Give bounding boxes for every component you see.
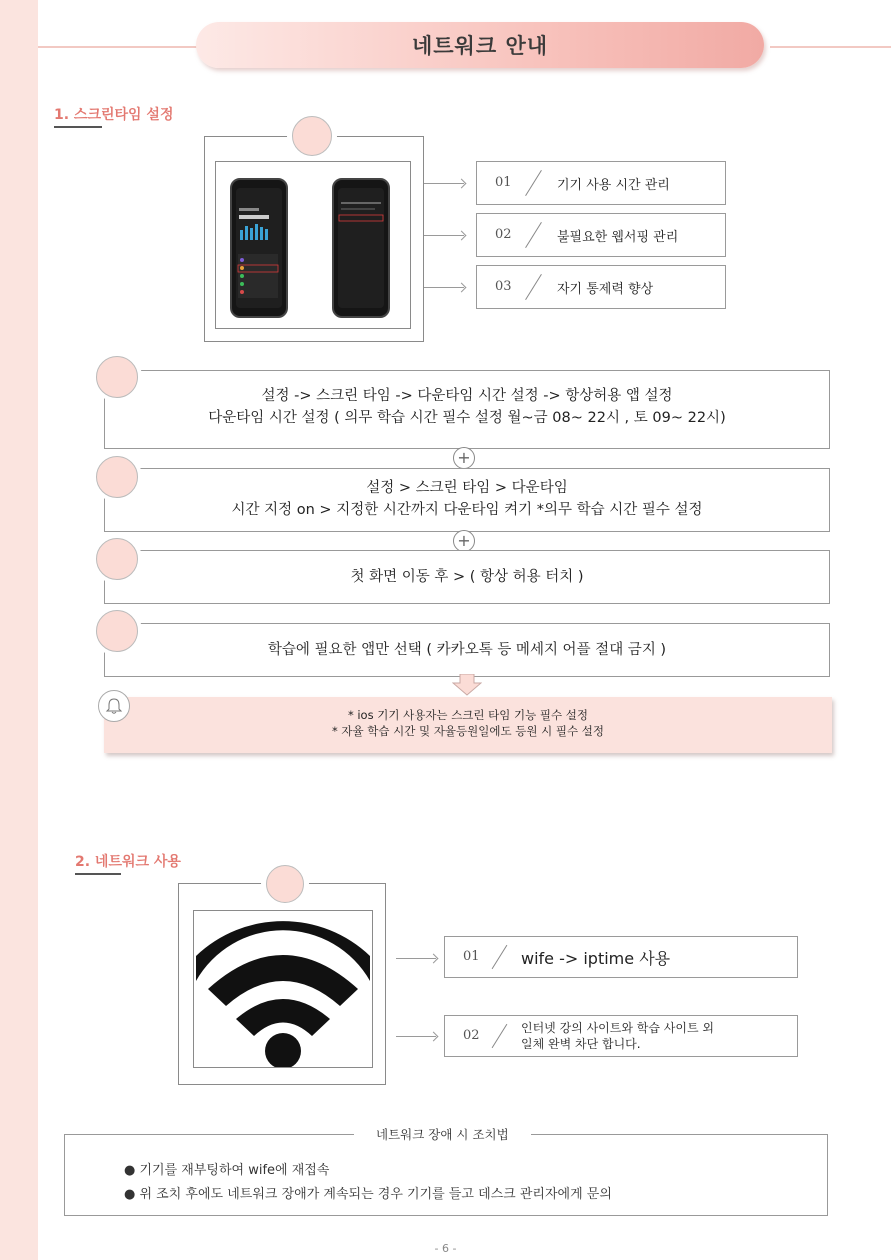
item-label: 불필요한 웹서핑 관리 xyxy=(557,230,679,245)
network-item-2 xyxy=(444,1015,798,1057)
screentime-item-3 xyxy=(476,265,726,309)
section1-heading-underline xyxy=(54,126,102,128)
note-line-2: * 자율 학습 시간 및 자율등원일에도 등원 시 필수 설정 xyxy=(332,724,604,738)
troubleshooting-bullet-2: ● 위 조치 후에도 네트워크 장애가 계속되는 경우 기기를 들고 데스크 관리자에게 문의 xyxy=(124,1187,612,1202)
plus-icon: + xyxy=(453,447,475,469)
step-2-line-1: 설정 > 스크린 타임 > 다운타임 xyxy=(366,480,568,496)
connector-arrow-3 xyxy=(424,287,464,288)
step-2-line-2: 시간 지정 on > 지정한 시간까지 다운타임 켜기 *의무 학습 시간 필수 설정 xyxy=(231,502,703,518)
bell-icon xyxy=(98,690,130,722)
step-1-line-1: 설정 -> 스크린 타임 -> 다운타임 시간 설정 -> 항상허용 앱 설정 xyxy=(261,388,673,404)
section2-heading: 2. 네트워크 사용 xyxy=(75,854,181,870)
divider-slash xyxy=(525,274,542,300)
bullet-text: 기기를 재부팅하여 wife에 재접속 xyxy=(139,1163,330,1178)
connector-arrow-4 xyxy=(396,958,436,959)
item-number: 03 xyxy=(495,279,512,294)
step-4-badge xyxy=(96,610,138,652)
title-rule-right xyxy=(770,46,891,48)
note-line-1: * ios 기기 사용자는 스크린 타임 기능 필수 설정 xyxy=(347,708,589,722)
step-3-badge xyxy=(96,538,138,580)
step-box-1 xyxy=(104,370,830,449)
ios-note-box xyxy=(104,697,832,753)
step-box-3 xyxy=(104,550,830,604)
step-1-badge xyxy=(96,356,138,398)
screentime-screenshot xyxy=(215,161,411,329)
page-title-banner xyxy=(196,22,764,68)
wifi-icon xyxy=(194,911,372,1067)
divider-slash xyxy=(492,1024,508,1048)
step-3-line-1: 첫 화면 이동 후 > ( 항상 허용 터치 ) xyxy=(350,569,584,585)
item-label xyxy=(521,1020,714,1052)
screentime-chart-graphic xyxy=(236,188,282,308)
step-4-line-1: 학습에 필요한 앱만 선택 ( 카카오톡 등 메세지 어플 절대 금지 ) xyxy=(267,642,667,658)
wifi-image xyxy=(193,910,373,1068)
item-label: 기기 사용 시간 관리 xyxy=(557,178,670,193)
connector-arrow-2 xyxy=(424,235,464,236)
section2-heading-underline xyxy=(75,873,121,875)
item-number: 02 xyxy=(463,1028,480,1043)
step-1-line-2: 다운타임 시간 설정 ( 의무 학습 시간 필수 설정 월~금 08~ 22시 , 토 09~ 22시) xyxy=(208,410,726,426)
page-title: 네트워크 안내 xyxy=(411,34,549,58)
item-label: 자기 통제력 향상 xyxy=(557,282,654,297)
connector-arrow-5 xyxy=(396,1036,436,1037)
troubleshooting-title: 네트워크 장애 시 조치법 xyxy=(354,1125,531,1143)
section2-image-badge xyxy=(266,865,304,903)
downtime-settings-graphic xyxy=(338,188,384,308)
screentime-item-1 xyxy=(476,161,726,205)
troubleshooting-bullet-1: ● 기기를 재부팅하여 wife에 재접속 xyxy=(124,1163,330,1178)
title-rule-left xyxy=(38,46,198,48)
item-label-line-2: 일체 완벽 차단 합니다. xyxy=(521,1037,641,1051)
page-number: - 6 - xyxy=(434,1242,457,1255)
item-number: 02 xyxy=(495,227,512,242)
section1-heading: 1. 스크린타임 설정 xyxy=(54,107,174,123)
wifi-image-frame xyxy=(178,883,386,1085)
side-decoration-bar xyxy=(0,0,38,1260)
divider-slash xyxy=(492,945,508,969)
divider-slash xyxy=(525,170,542,196)
item-label-line-1: 인터넷 강의 사이트와 학습 사이트 외 xyxy=(521,1021,714,1035)
item-number: 01 xyxy=(463,949,480,964)
connector-arrow-1 xyxy=(424,183,464,184)
step-box-2 xyxy=(104,468,830,532)
down-arrow-icon xyxy=(452,674,482,696)
phone-screenshot-2 xyxy=(332,178,390,318)
phone-screenshot-1 xyxy=(230,178,288,318)
item-label: wife -> iptime 사용 xyxy=(521,949,671,968)
network-item-1 xyxy=(444,936,798,978)
step-box-4 xyxy=(104,623,830,677)
step-2-badge xyxy=(96,456,138,498)
divider-slash xyxy=(525,222,542,248)
plus-icon: + xyxy=(453,530,475,552)
screentime-item-2 xyxy=(476,213,726,257)
bullet-text: 위 조치 후에도 네트워크 장애가 계속되는 경우 기기를 들고 데스크 관리자에게 문의 xyxy=(139,1187,612,1202)
item-number: 01 xyxy=(495,175,512,190)
section1-image-badge xyxy=(292,116,332,156)
screentime-image-frame xyxy=(204,136,424,342)
